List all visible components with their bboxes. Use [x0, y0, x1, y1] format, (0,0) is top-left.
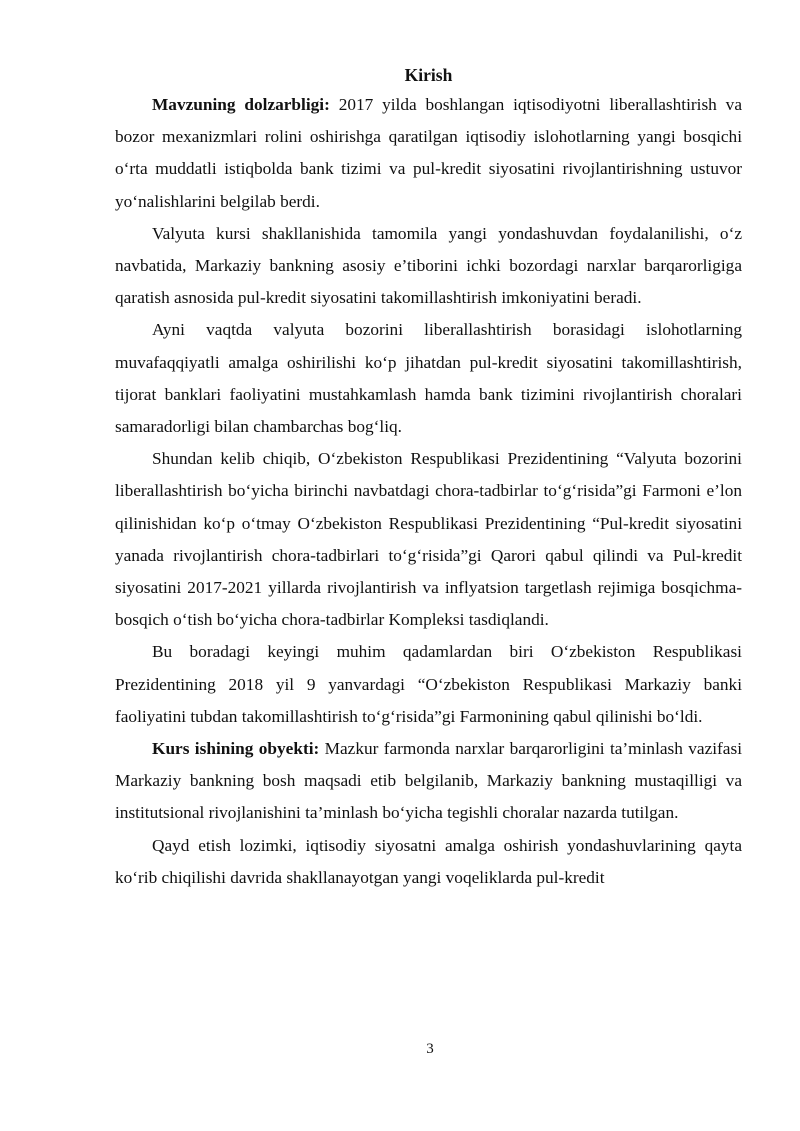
document-page: [115, 64, 742, 894]
paragraph-text: Mazkur farmonda narxlar barqarorligini ta’minlash vazifasi Markaziy bankning bosh maqsadi etib belgilanib, Markaziy bankning mustaqilligi va institutsional rivojlanishini ta’minlash bo‘yicha tegishli choralar nazarda tutilgan.: [115, 739, 742, 823]
paragraph-text: Qayd etish lozimki, iqtisodiy siyosatni amalga oshirish yondashuvlarining qayta ko‘rib chiqilishi davrida shakllanayotgan yangi voqeliklarda pul-kredit: [115, 835, 742, 887]
paragraph-decrees: [115, 443, 742, 636]
paragraph-text: Bu boradagi keyingi muhim qadamlardan biri O‘zbekiston Respublikasi Prezidentining 2018 yil 9 yanvardagi “O‘zbekiston Respublikasi Markaziy banki faoliyatini tubdan takomillashtirish to‘g‘risida”gi Farmonining qabul qilinishi bo‘ldi.: [115, 642, 742, 726]
paragraph-relevance: [115, 89, 742, 218]
relevance-label: Mavzuning dolzarbligi:: [152, 95, 330, 114]
page-number: 3: [426, 1041, 434, 1057]
section-heading: Kirish: [404, 65, 453, 85]
paragraph-exchange-rate: [115, 218, 742, 315]
paragraph-reforms: [115, 314, 742, 443]
paragraph-object: [115, 733, 742, 830]
paragraph-text: Shundan kelib chiqib, O‘zbekiston Respublikasi Prezidentining “Valyuta bozorini liberallashtirish bo‘yicha birinchi navbatdagi chora-tadbirlar to‘g‘risida”gi Farmoni e’lon qilinishidan ko‘p o‘tmay O‘zbekiston Respublikasi Prezidentining “Pul-kredit siyosatini yanada rivojlantirish chora-tadbirlari to‘g‘risida”gi Qarori qabul qilindi va Pul-kredit siyosatini 2017-2021 yillarda rivojlantirish va inflyatsion targetlash rejimiga bosqichma-bosqich o‘tish bo‘yicha chora-tadbirlar Kompleksi tasdiqlandi.: [115, 449, 742, 630]
paragraph-text: 2017 yilda boshlangan iqtisodiyotni liberallashtirish va bozor mexanizmlari rolini oshirishga qaratilgan iqtisodiy islohotlarning yangi bosqichi o‘rta muddatli istiqbolda bank tizimi va pul-kredit siyosatini rivojlantirishning ustuvor yo‘nalishlarini belgilab berdi.: [115, 95, 742, 211]
object-label: Kurs ishining obyekti:: [152, 739, 320, 759]
paragraph-central-bank-decree: [115, 636, 742, 733]
paragraph-conclusion: [115, 830, 742, 894]
paragraph-text: Valyuta kursi shakllanishida tamomila yangi yondashuvdan foydalanilishi, o‘z navbatida, Markaziy bankning asosiy e’tiborini ichki bozordagi narxlar barqarorligiga qaratish asnosida pul-kredit siyosatini takomillashtirish imkoniyatini beradi.: [115, 223, 742, 308]
paragraph-text: Ayni vaqtda valyuta bozorini liberallashtirish borasidagi islohotlarning muvafaqqiyatli amalga oshirilishi ko‘p jihatdan pul-kredit siyosatini takomillashtirish, tijorat banklari faoliyatini mustahkamlash hamda bank tizimini rivojlantirish choralari samaradorligi bilan chambarchas bog‘liq.: [115, 320, 742, 437]
